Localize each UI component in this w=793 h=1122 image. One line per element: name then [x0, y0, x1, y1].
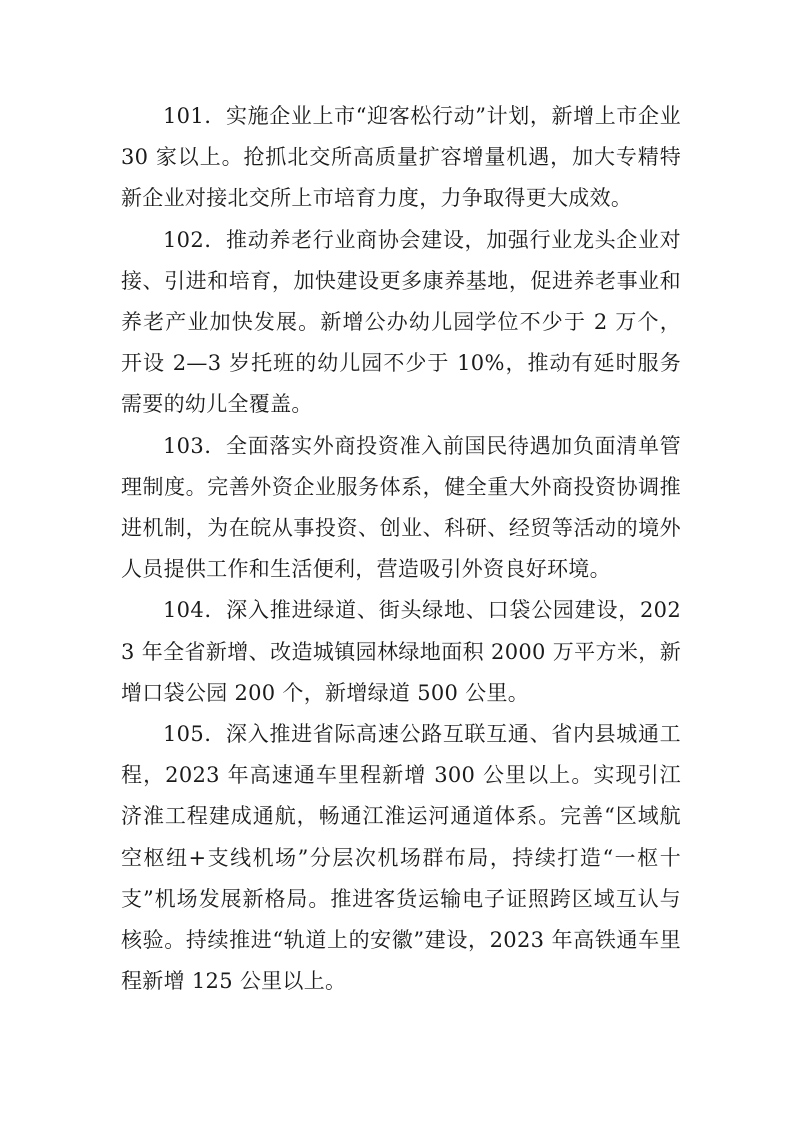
paragraph-number: 101．	[163, 104, 226, 128]
paragraph-103	[121, 426, 681, 591]
paragraph-number: 105．	[163, 722, 227, 747]
paragraph-102	[121, 220, 681, 426]
paragraph-text: 推动养老行业商协会建设，加强行业龙头企业对接、引进和培育，加快建设更多康养基地，促进养老事业和养老产业加快发展。新增公办幼儿园学位不少于 2 万个，开设 2—3 岁托班的幼儿园不少于 10%，推动有延时服务需要的幼儿全覆盖。	[121, 227, 681, 417]
paragraph-number: 103．	[163, 433, 227, 458]
paragraph-text: 深入推进绿道、街头绿地、口袋公园建设，2023 年全省新增、改造城镇园林绿地面积 2000 万平方米，新增口袋公园 200 个，新增绿道 500 公里。	[121, 598, 681, 705]
paragraph-105	[121, 714, 681, 1002]
paragraph-104	[121, 590, 681, 714]
document-body	[121, 96, 681, 1002]
paragraph-number: 102．	[163, 227, 227, 252]
paragraph-101	[121, 96, 681, 220]
paragraph-number: 104．	[163, 598, 227, 623]
paragraph-text: 实施企业上市“迎客松行动”计划，新增上市企业 30 家以上。抢抓北交所高质量扩容增量机遇，加大专精特新企业对接北交所上市培育力度，力争取得更大成效。	[121, 104, 681, 211]
paragraph-text: 深入推进省际高速公路互联互通、省内县城通工程，2023 年高速通车里程新增 300 公里以上。实现引江济淮工程建成通航，畅通江淮运河通道体系。完善“区域航空枢纽+支线机场”分层次机场群布局，持续打造“一枢十支”机场发展新格局。推进客货运输电子证照跨区域互认与核验。持续推进“轨道上的安徽”建设，2023 年高铁通车里程新增 125 公里以上。	[121, 722, 681, 994]
paragraph-text: 全面落实外商投资准入前国民待遇加负面清单管理制度。完善外资企业服务体系，健全重大外商投资协调推进机制，为在皖从事投资、创业、科研、经贸等活动的境外人员提供工作和生活便利，营造吸引外资良好环境。	[121, 433, 681, 582]
